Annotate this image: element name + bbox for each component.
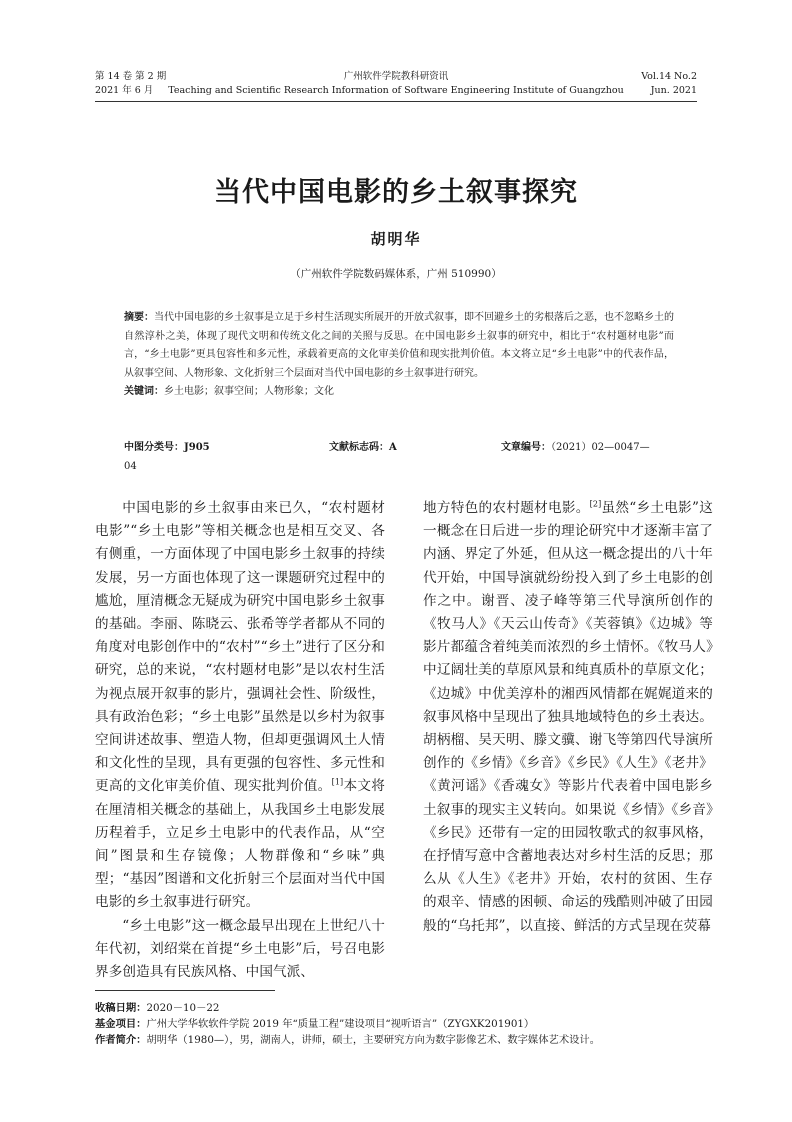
abstract-label: 摘要： (124, 312, 154, 323)
footnote-bio (95, 1032, 697, 1048)
received-label: 收稿日期： (95, 1002, 147, 1014)
author-affiliation: （广州软件学院数码媒体系，广州 510990） (290, 268, 502, 280)
abstract-block (124, 309, 674, 402)
body-paragraph (423, 497, 713, 938)
clc-number (124, 439, 210, 458)
body-paragraph: “乡土电影”这一概念最早出现在上世纪八十年代初，刘绍棠在首提“乡土电影”后，号召电影界多创造具有民族风格、中国气派、 (95, 917, 385, 981)
journal-name-cn: 广州软件学院教科研资讯 (343, 71, 449, 82)
clc-value: J905 (184, 442, 210, 453)
footnote-rule (95, 990, 275, 991)
paragraph-text: 中国电影的乡土叙事由来已久，“农村题材电影”“乡土电影”等相关概念也是相互交叉、各有侧重，一方面体现了中国电影乡土叙事的持续发展，另一方面也体现了这一课题研究过程中的尴尬，厘清概念无疑成为研究中国电影乡土叙事的基础。李丽、陈晓云、张希等学者都从不同的角度对电影创作中的“农村”“乡土”进行了区分和研究，总的来说，“农村题材电影”是以农村生活为视点展开叙事的影片，强调社会性、阶级性，具有政治色彩；“乡土电影”虽然是以乡村为叙事空间讲述故事、塑造人物，但却更强调风土人情和文化性的呈现，具有更强的包容性、多元性和更高的文化审美价值、现实批判价值。 (95, 500, 385, 795)
volume-line-en: Vol.14 No.2 (641, 71, 697, 82)
doc-code-label: 文献标志码： (329, 442, 389, 453)
citation-ref: [1] (331, 777, 344, 787)
article-no-value: （2021）02—0047— (551, 442, 650, 453)
body-column-right (423, 497, 713, 938)
volume-line: 第 14 卷 第 2 期 (95, 71, 167, 82)
article-author: 胡明华 (370, 230, 422, 248)
footnotes (95, 1000, 697, 1048)
date-line-en: Jun. 2021 (650, 85, 697, 96)
paragraph-text: 虽然“乡土电影”这一概念在日后进一步的理论研究中才逐渐丰富了内涵、界定了外延，但从这一概念提出的八十年代开始，中国导演就纷纷投入到了乡土电影的创作之中。谢晋、凌子峰等第三代导演所创作的《牧马人》《天云山传奇》《芙蓉镇》《边城》等影片都蕴含着纯美而浓烈的乡土情怀。《牧马人》中辽阔壮美的草原风景和纯真质朴的草原文化；《边城》中优美淳朴的湘西风情都在娓娓道来的叙事风格中呈现出了独具地域特色的乡土表达。胡柄榴、吴天明、滕文骥、谢飞等第四代导演所创作的《乡情》《乡音》《乡民》《人生》《老井》《黄河谣》《香魂女》等影片代表着中国电影乡土叙事的现实主义转向。如果说《乡情》《乡音》《乡民》还带有一定的田园牧歌式的叙事风格，在抒情写意中含蓄地表达对乡村生活的反思；那么从《人生》《老井》开始，农村的贫困、生存的艰辛、情感的困顿、命运的残酷则冲破了田园般的“乌托邦”，以直接、鲜活的方式呈现在荧幕 (423, 500, 713, 934)
keywords (124, 383, 674, 402)
date-line: 2021 年 6 月 (95, 85, 154, 96)
footnote-fund (95, 1016, 697, 1032)
paragraph-text: 本文将在厘清相关概念的基础上，从我国乡土电影发展历程着手，立足乡土电影中的代表作品，从“空间”图景和生存镜像；人物群像和“乡味”典型；“基因”图谱和文化折射三个层面对当代中国电影的乡土叙事进行研究。 (95, 778, 385, 911)
keywords-text: 乡土电影；叙事空间；人物形象；文化 (164, 386, 334, 397)
fund-label: 基金项目： (95, 1018, 147, 1030)
keywords-label: 关键词： (124, 386, 164, 397)
fund-value: 广州大学华软软件学院 2019 年“质量工程”建设项目“视听语言”（ZYGXK201901） (146, 1018, 535, 1030)
running-header (95, 70, 697, 104)
article-title: 当代中国电影的乡土叙事探究 (214, 177, 578, 208)
doc-code-value: A (389, 442, 397, 453)
abstract-text: 当代中国电影的乡土叙事是立足于乡村生活现实所展开的开放式叙事，即不回避乡土的劣根落后之恶，也不忽略乡土的自然淳朴之美，体现了现代文明和传统文化之间的关照与反思。在中国电影乡土叙事的研究中，相比于“农村题材电影”而言，“乡土电影”更具包容性和多元性，承载着更高的文化审美价值和现实批判价值。本文将立足“乡土电影”中的代表作品，从叙事空间、人物形象、文化折射三个层面对当代中国电影的乡土叙事进行研究。 (124, 312, 674, 379)
body-column-left (95, 497, 385, 984)
article-number-cont: 04 (124, 460, 137, 472)
article-number (501, 439, 650, 458)
received-value: 2020－10－22 (146, 1002, 220, 1014)
citation-ref: [2] (589, 499, 602, 509)
body-paragraph (95, 497, 385, 915)
paragraph-text: 地方特色的农村题材电影。 (423, 500, 590, 516)
bio-value: 胡明华（1980—），男，湖南人，讲师，硕士，主要研究方向为数字影像艺术、数字媒体艺术设计。 (146, 1034, 601, 1046)
abstract (124, 309, 674, 383)
document-code (329, 439, 397, 458)
volume-issue-en (641, 70, 697, 98)
journal-name-en: Teaching and Scientific Research Information of Software Engineering Institute of Guangzhou (168, 85, 624, 96)
footnote-received (95, 1000, 697, 1016)
header-rule (95, 101, 697, 102)
article-no-label: 文章编号： (501, 442, 551, 453)
bio-label: 作者简介： (95, 1034, 147, 1046)
clc-label: 中图分类号： (124, 442, 184, 453)
journal-name (95, 70, 697, 98)
